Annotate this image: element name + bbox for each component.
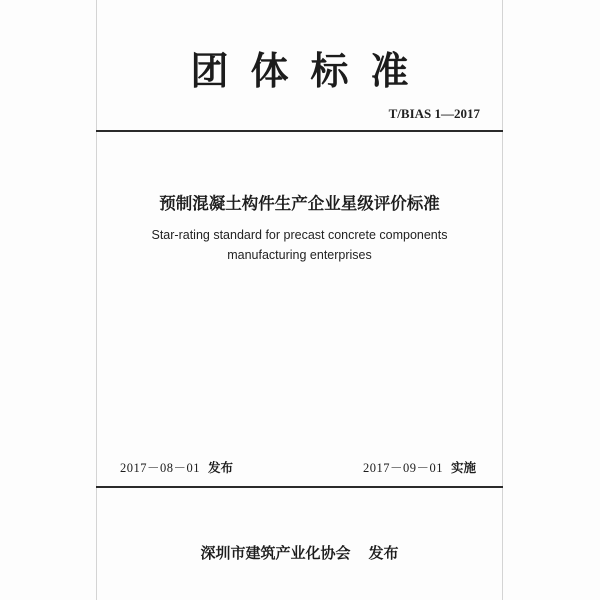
title-chinese: 预制混凝土构件生产企业星级评价标准 xyxy=(159,194,440,213)
standard-type-heading: 团体标准 xyxy=(190,49,431,93)
title-english-line-2: manufacturing enterprises xyxy=(227,248,372,262)
effective-date-line xyxy=(363,458,476,476)
publisher-line xyxy=(96,542,503,563)
bottom-divider xyxy=(96,486,503,488)
title-english-line-1: Star-rating standard for precast concrete components xyxy=(151,228,448,242)
issue-date-line xyxy=(120,458,233,476)
effective-date: 2017－09－01 xyxy=(363,461,444,475)
publisher-name: 深圳市建筑产业化协会 xyxy=(200,544,351,562)
issue-label: 发布 xyxy=(208,460,234,475)
effective-label: 实施 xyxy=(451,460,477,475)
publisher-action: 发布 xyxy=(368,544,399,562)
issue-date: 2017－08－01 xyxy=(120,461,201,475)
standard-code: T/BIAS 1—2017 xyxy=(388,106,480,121)
top-divider xyxy=(96,130,503,132)
